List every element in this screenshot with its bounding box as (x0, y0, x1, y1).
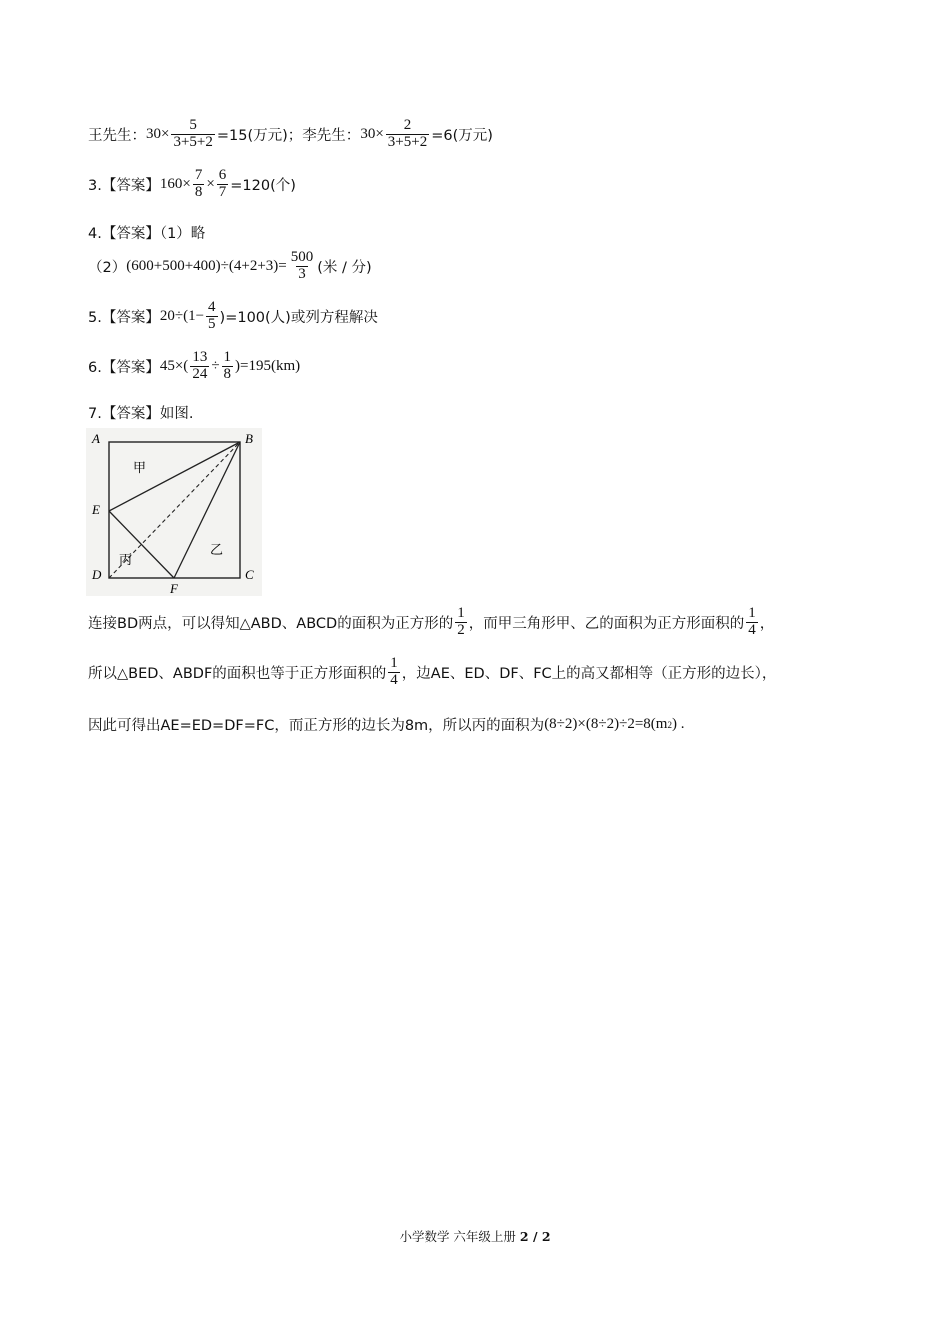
numerator: 7 (194, 167, 203, 183)
denominator: 3+5+2 (387, 133, 428, 150)
text: ， (759, 615, 775, 632)
fraction (289, 250, 316, 283)
text: =6(万元) (431, 127, 493, 144)
text: 王先生： (88, 127, 146, 144)
label: （2） (88, 259, 127, 276)
label-yi: 乙 (210, 543, 224, 558)
label: 6.【答案】 (88, 359, 160, 376)
text: 所以△BED、ABDF的面积也等于正方形面积的 (88, 665, 387, 682)
denominator: 2 (457, 621, 465, 638)
text: 45×( (159, 357, 189, 374)
label-F: F (170, 581, 178, 596)
fraction (746, 606, 758, 639)
square-figure (86, 428, 262, 596)
label-C: C (245, 567, 254, 582)
denominator: 3 (298, 265, 306, 282)
denominator: 4 (390, 671, 398, 688)
superscript: 2 (667, 719, 672, 730)
label: 5.【答案】 (88, 309, 160, 326)
numerator: 1 (390, 655, 398, 671)
page-footer (0, 1227, 950, 1245)
segment-EB (109, 442, 240, 511)
numerator: 1 (457, 605, 465, 621)
text: (米 / 分) (317, 259, 372, 276)
fraction (388, 656, 400, 689)
square-diagram (86, 428, 262, 596)
numerator: 13 (192, 349, 208, 365)
denominator: 5 (208, 315, 216, 332)
page-number: 2 / 2 (519, 1229, 551, 1244)
text: =15(万元)；李先生： (216, 127, 361, 144)
footer-text: 小学数学 六年级上册 (399, 1229, 520, 1244)
text: (600+500+400)÷(4+2+3)= (126, 257, 287, 274)
explanation-line-3 (88, 714, 684, 735)
wang-li-line (88, 118, 493, 151)
numerator: 1 (223, 349, 232, 365)
text: )=100(人)或列方程解决 (219, 309, 378, 326)
fraction (171, 118, 214, 151)
label: 3.【答案】 (88, 177, 160, 194)
numerator: 6 (218, 167, 227, 183)
denominator: 24 (192, 365, 208, 382)
label-D: D (92, 567, 102, 582)
fraction (455, 606, 467, 639)
answer-3 (88, 168, 296, 201)
answer-4 (88, 222, 205, 243)
text: ，边AE、ED、DF、FC上的高又都相等（正方形的边长）， (401, 665, 777, 682)
denominator: 8 (223, 365, 232, 382)
label-B: B (245, 431, 253, 446)
explanation-line-2 (88, 656, 776, 689)
segment-FB (174, 442, 240, 578)
text: (8÷2)×(8÷2)÷2=8(m (544, 716, 668, 732)
numerator: 500 (290, 249, 314, 265)
label-bing: 丙 (119, 553, 133, 568)
text: ，而甲三角形甲、乙的面积为正方形面积的 (468, 615, 745, 632)
text: 160× (159, 175, 191, 192)
answer-5 (88, 300, 378, 333)
text: ÷ (211, 357, 220, 374)
denominator: 8 (194, 183, 203, 200)
fraction (190, 350, 209, 383)
numerator: 4 (208, 299, 216, 315)
answer-6 (88, 350, 300, 383)
text: 连接BD两点，可以得知△ABD、ABCD的面积为正方形的 (88, 615, 454, 632)
text: )=195(km) (235, 357, 301, 374)
fraction (193, 168, 205, 201)
text: 30× (146, 125, 170, 142)
denominator: 3+5+2 (173, 133, 213, 150)
text: 30× (360, 125, 384, 142)
denominator: 7 (218, 183, 227, 200)
text: 因此可得出AE=ED=DF=FC，而正方形的边长为8m，所以丙的面积为 (88, 718, 545, 734)
text: =120(个) (230, 177, 296, 194)
answer-7 (88, 402, 193, 423)
label-A: A (92, 431, 100, 446)
label: 7.【答案】如图. (88, 406, 194, 422)
answer-4-part-2 (88, 250, 372, 283)
fraction (222, 350, 234, 383)
label: 4.【答案】（1）略 (88, 226, 206, 242)
label-E: E (92, 502, 100, 517)
text: ) . (671, 716, 685, 732)
fraction (217, 168, 229, 201)
explanation-line-1 (88, 606, 774, 639)
label-jia: 甲 (133, 461, 147, 476)
fraction (206, 300, 218, 333)
numerator: 2 (403, 117, 412, 133)
denominator: 4 (748, 621, 756, 638)
numerator: 1 (748, 605, 756, 621)
fraction (386, 118, 429, 151)
text: × (206, 175, 215, 192)
text: 20÷(1− (159, 307, 205, 324)
numerator: 5 (189, 117, 197, 133)
